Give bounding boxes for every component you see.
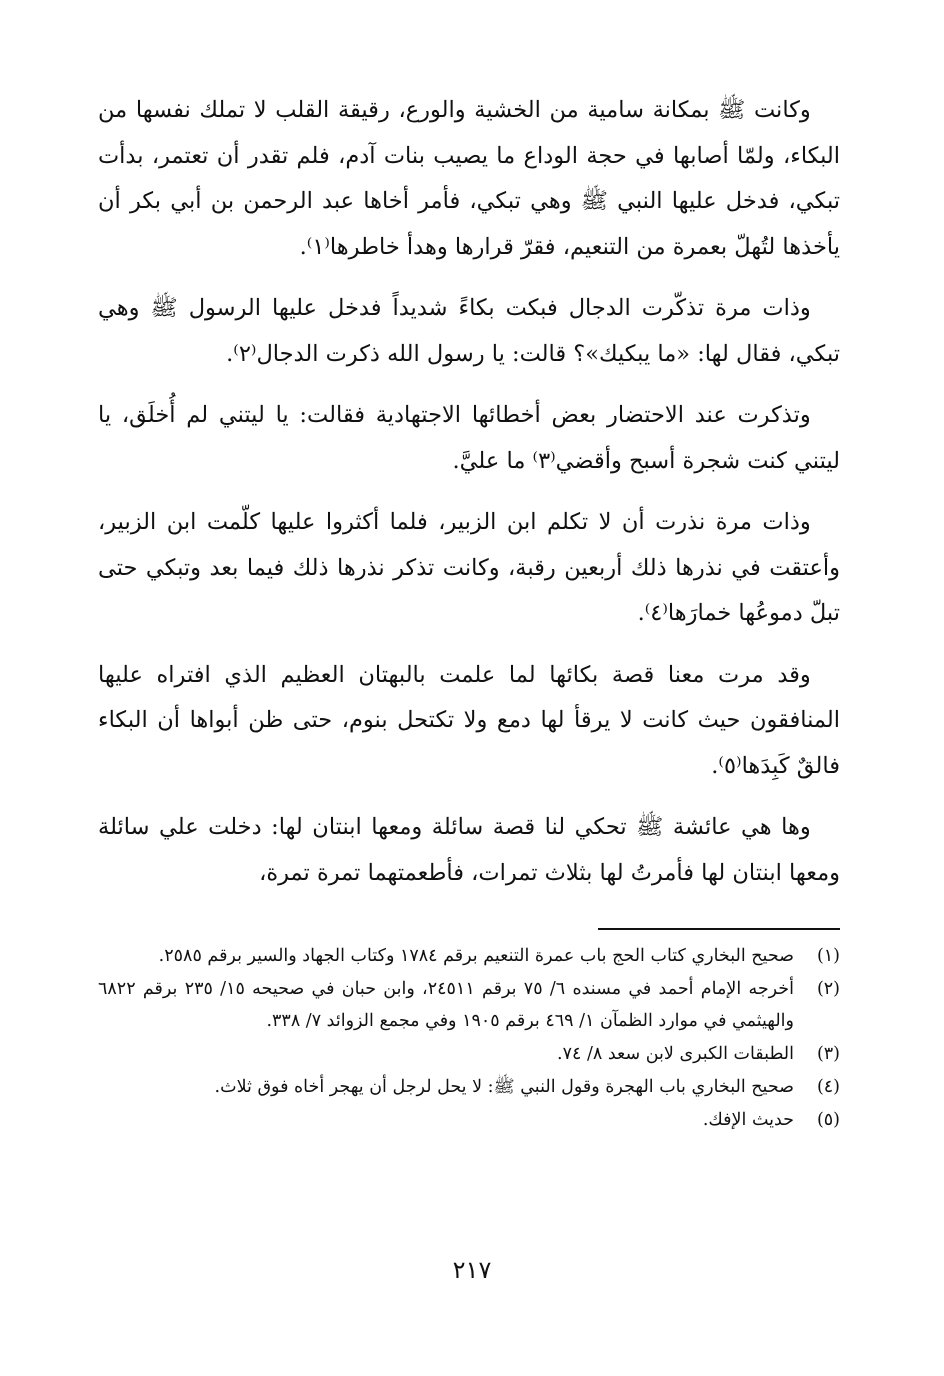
page-number: ٢١٧ — [452, 1256, 492, 1284]
footnote-number: (٤) — [816, 1077, 840, 1097]
footnote-number: (٢) — [816, 979, 840, 999]
footnote-number: (١) — [816, 946, 840, 966]
paragraph-4: وذات مرة نذرت أن لا تكلم ابن الزبير، فلما أكثروا عليها كلّمت ابن الزبير، وأعتقت في نذرها ذلك أربعين رقبة، وكانت تذكر نذرها ذلك فيما بعد وتبكي حتى تبلّ دموعُها خمارَها⁽٤⁾. — [98, 509, 840, 626]
main-text — [98, 88, 840, 896]
footnote-4 — [98, 1071, 840, 1103]
footnote-text: صحيح البخاري كتاب الحج باب عمرة التنعيم برقم ١٧٨٤ وكتاب الجهاد والسير برقم ٢٥٨٥. — [158, 946, 794, 966]
footnote-separator — [598, 928, 840, 930]
footnote-text: حديث الإفك. — [702, 1110, 794, 1130]
footnote-number: (٣) — [816, 1044, 840, 1064]
footnote-text: صحيح البخاري باب الهجرة وقول النبي ﷺ: لا يحل لرجل أن يهجر أخاه فوق ثلاث. — [214, 1077, 794, 1097]
paragraph-1: وكانت ﷺ بمكانة سامية من الخشية والورع، رقيقة القلب لا تملك نفسها من البكاء، ولمّا أصابها في حجة الوداع ما يصيب بنات آدم، فلم تقدر أن تعتمر، بدأت تبكي، فدخل عليها النبي ﷺ وهي تبكي، فأمر أخاها عبد الرحمن بن أبي بكر أن يأخذها لتُهلّ بعمرة من التنعيم، فقرّ قرارها وهدأ خاطرها⁽١⁾. — [98, 97, 840, 260]
paragraph-2: وذات مرة تذكّرت الدجال فبكت بكاءً شديداً فدخل عليها الرسول ﷺ وهي تبكي، فقال لها: «ما يبكيك»؟ قالت: يا رسول الله ذكرت الدجال⁽٢⁾. — [98, 295, 840, 367]
paragraph-3: وتذكرت عند الاحتضار بعض أخطائها الاجتهادية فقالت: يا ليتني لم أُخلَق، يا ليتني كنت شجرة أسبح وأقضي⁽٣⁾ ما عليَّ. — [98, 402, 840, 474]
footnote-number: (٥) — [816, 1110, 840, 1130]
footnote-2 — [98, 973, 840, 1037]
paragraph-5: وقد مرت معنا قصة بكائها لما علمت بالبهتان العظيم الذي افتراه عليها المنافقون حيث كانت لا يرقأ لها دمع ولا تكتحل بنوم، حتى ظن أبواها أن البكاء فالقٌ كَبِدَها⁽٥⁾. — [98, 661, 840, 779]
footnote-1 — [98, 940, 840, 972]
paragraph-6: وها هي عائشة ﷺ تحكي لنا قصة سائلة ومعها ابنتان لها: دخلت علي سائلة ومعها ابنتان لها فأمرتُ لها بثلاث تمرات، فأطعمتهما تمرة تمرة، — [98, 814, 840, 886]
footnotes — [98, 940, 840, 1137]
footnote-5 — [98, 1104, 840, 1136]
footnote-text: أخرجه الإمام أحمد في مسنده ٦/ ٧٥ برقم ٢٤٥١١، وابن حبان في صحيحه ١٥/ ٢٣٥ برقم ٦٨٢٢ والهيثمي في موارد الظمآن ١/ ٤٦٩ برقم ١٩٠٥ وفي مجمع الزوائد ٧/ ٣٣٨. — [98, 979, 794, 1031]
footnote-text: الطبقات الكبرى لابن سعد ٨/ ٧٤. — [557, 1044, 794, 1064]
footnote-3 — [98, 1038, 840, 1070]
